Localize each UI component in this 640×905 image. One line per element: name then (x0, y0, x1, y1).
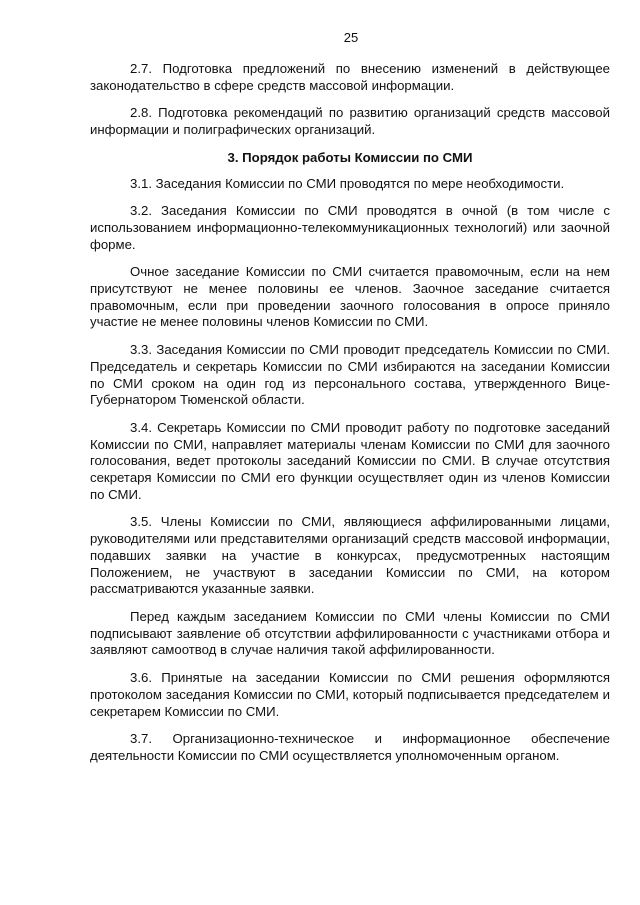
paragraph-3-7: 3.7. Организационно-техническое и информационное обеспечение деятельности Комиссии по СМИ осуществляется уполномоченным органом. (90, 731, 610, 763)
paragraph-3-1: 3.1. Заседания Комиссии по СМИ проводятся по мере необходимости. (130, 175, 565, 191)
paragraph-3-6: 3.6. Принятые на заседании Комиссии по СМИ решения оформляются протоколом заседания Комиссии по СМИ, который подписывается председателем и секретарем Комиссии по СМИ. (90, 670, 610, 719)
paragraph-2-8: 2.8. Подготовка рекомендаций по развитию организаций средств массовой информации и полиграфических организаций. (90, 105, 610, 138)
paragraph-3-4: 3.4. Секретарь Комиссии по СМИ проводит работу по подготовке заседаний Комиссии по СМИ, направляет материалы членам Комиссии по СМИ для заочного голосования, ведет протоколы заседаний Комиссии по СМИ. В случае отсутствия секретаря Комиссии по СМИ его функции осуществляет один из членов Комиссии по СМИ. (90, 419, 610, 502)
paragraph-affiliation-statement: Перед каждым заседанием Комиссии по СМИ члены Комиссии по СМИ подписывают заявление об отсутствии аффилированности с участниками отбора и заявляют самоотвод в случае наличия такой аффилированности. (90, 608, 610, 658)
document-page (90, 30, 610, 776)
paragraph-3-3: 3.3. Заседания Комиссии по СМИ проводит председатель Комиссии по СМИ. Председатель и секретарь Комиссии по СМИ избираются на заседании Комиссии по СМИ сроком на один год из персонального состава, утвержденного Вице-Губернатором Тюменской области. (90, 342, 610, 408)
paragraph-in-person-meeting: Очное заседание Комиссии по СМИ считается правомочным, если на нем присутствуют не менее половины ее членов. Заочное заседание считается правомочным, если при проведении заочного голосования в опросе приняло участие не менее половины членов Комиссии по СМИ. (90, 264, 610, 330)
paragraph-3-5: 3.5. Члены Комиссии по СМИ, являющиеся аффилированными лицами, руководителями или представителями организаций средств массовой информации, подавших заявки на участие в конкурсах, предусмотренных настоящим Положением, не участвуют в заседании Комиссии по СМИ, на котором рассматриваются указанные заявки. (90, 514, 610, 597)
section-heading: 3. Порядок работы Комиссии по СМИ (227, 149, 473, 165)
paragraph-3-2: 3.2. Заседания Комиссии по СМИ проводятся в очной (в том числе с использованием информационно-телекоммуникационных технологий) или заочной форме. (90, 203, 610, 252)
paragraph-2-7: 2.7. Подготовка предложений по внесению изменений в действующее законодательство в сфере средств массовой информации. (90, 61, 610, 93)
page-number: 25 (343, 30, 359, 45)
